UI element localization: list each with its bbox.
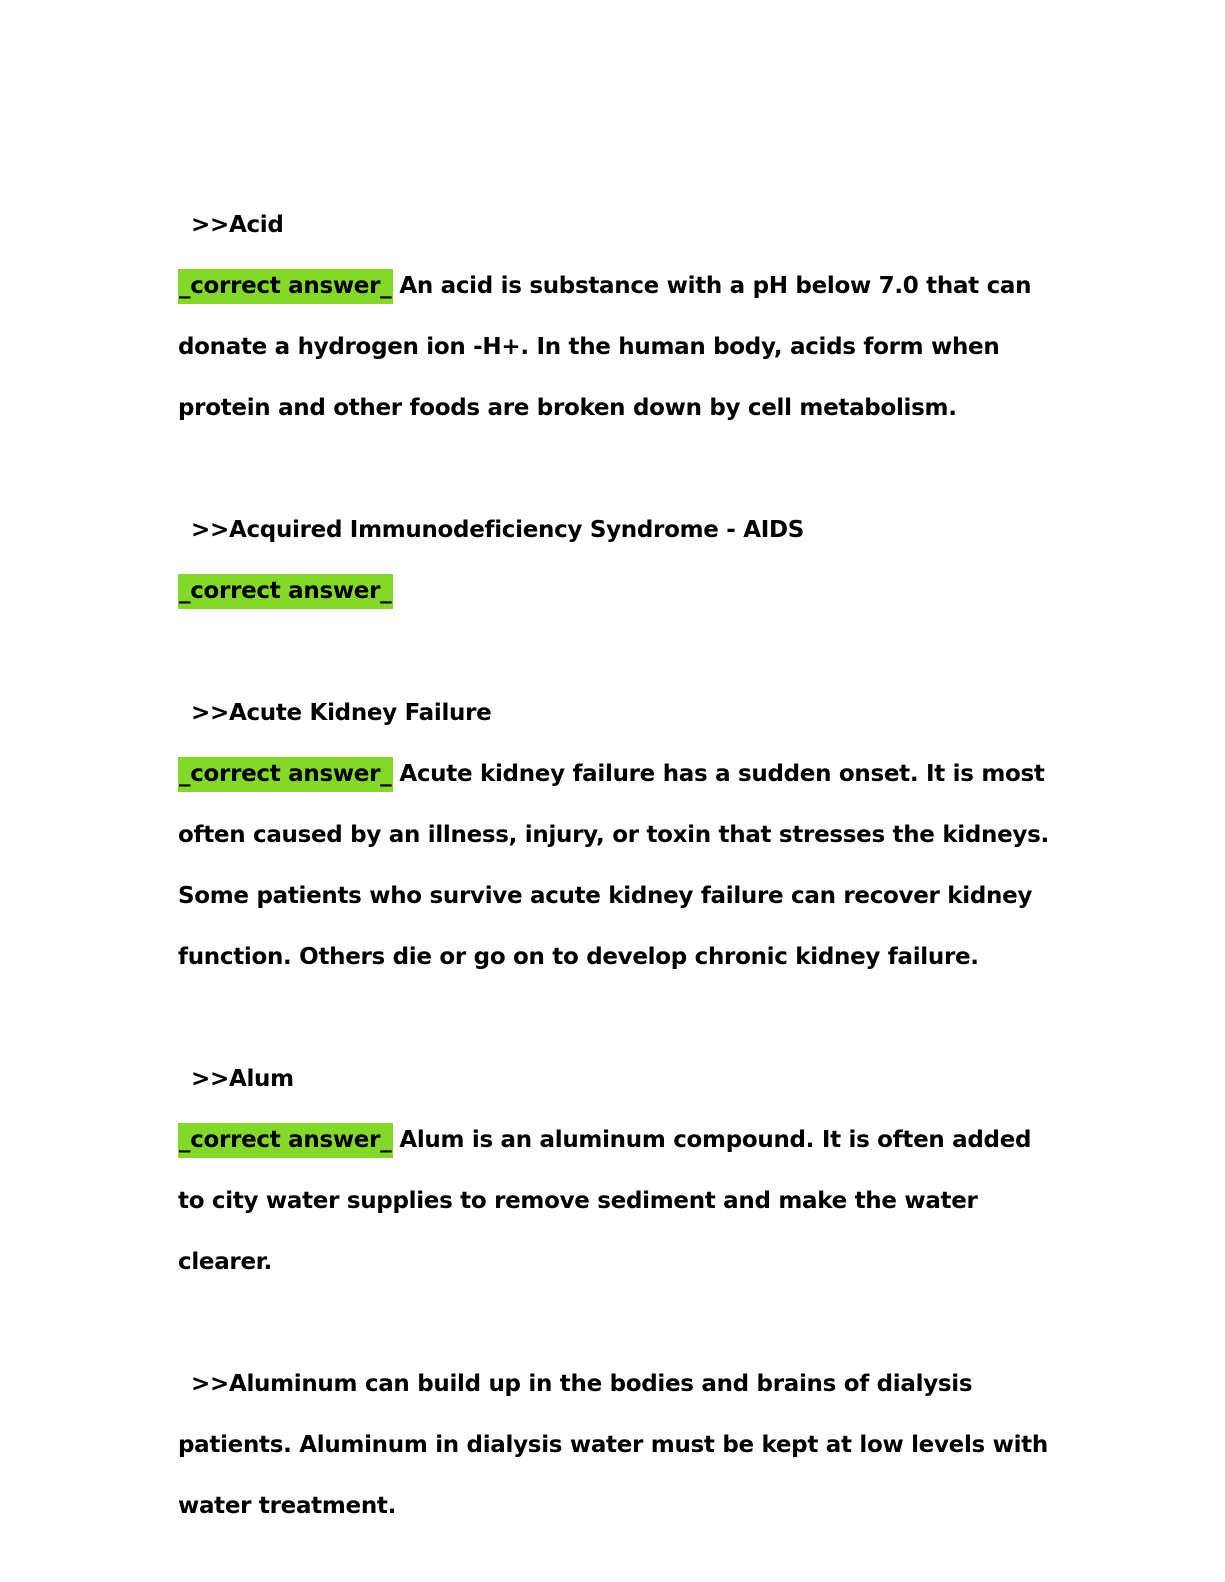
entry-term-wrapped bbox=[178, 1354, 1058, 1537]
entry-term: >>Acid bbox=[191, 212, 284, 238]
glossary-entry-alum bbox=[178, 1049, 1058, 1293]
correct-answer-marker: _correct answer_ bbox=[178, 757, 393, 792]
entry-term: >>Aluminum can build up in the bodies and brains of dialysis patients. Aluminum in dialysis water must be kept at low levels with water treatment. bbox=[178, 1371, 1048, 1519]
answer-text: Acute kidney failure has a sudden onset. It is most often caused by an illness, injury, or toxin that stresses the kidneys. Some patients who survive acute kidney failure can recover kidney function. Others die or go on to develop chronic kidney failure. bbox=[178, 761, 1049, 970]
entry-answer bbox=[178, 561, 1058, 622]
entry-term: >>Alum bbox=[191, 1066, 294, 1092]
document-content bbox=[178, 195, 1058, 1537]
correct-answer-marker: _correct answer_ bbox=[178, 574, 393, 609]
entry-answer bbox=[178, 256, 1058, 439]
glossary-entry-aids bbox=[178, 500, 1058, 622]
correct-answer-marker: _correct answer_ bbox=[178, 269, 393, 304]
entry-answer bbox=[178, 744, 1058, 988]
entry-answer bbox=[178, 1110, 1058, 1293]
glossary-entry-aluminum bbox=[178, 1354, 1058, 1537]
correct-answer-marker: _correct answer_ bbox=[178, 1123, 393, 1158]
answer-text: Alum is an aluminum compound. It is often added to city water supplies to remove sediment and make the water clearer. bbox=[178, 1127, 1032, 1275]
glossary-entry-acid bbox=[178, 195, 1058, 439]
glossary-entry-acute-kidney-failure bbox=[178, 683, 1058, 988]
entry-term: >>Acute Kidney Failure bbox=[191, 700, 492, 726]
answer-text: An acid is substance with a pH below 7.0 that can donate a hydrogen ion -H+. In the human body, acids form when protein and other foods are broken down by cell metabolism. bbox=[178, 273, 1032, 421]
entry-term: >>Acquired Immunodeficiency Syndrome - AIDS bbox=[191, 517, 805, 543]
